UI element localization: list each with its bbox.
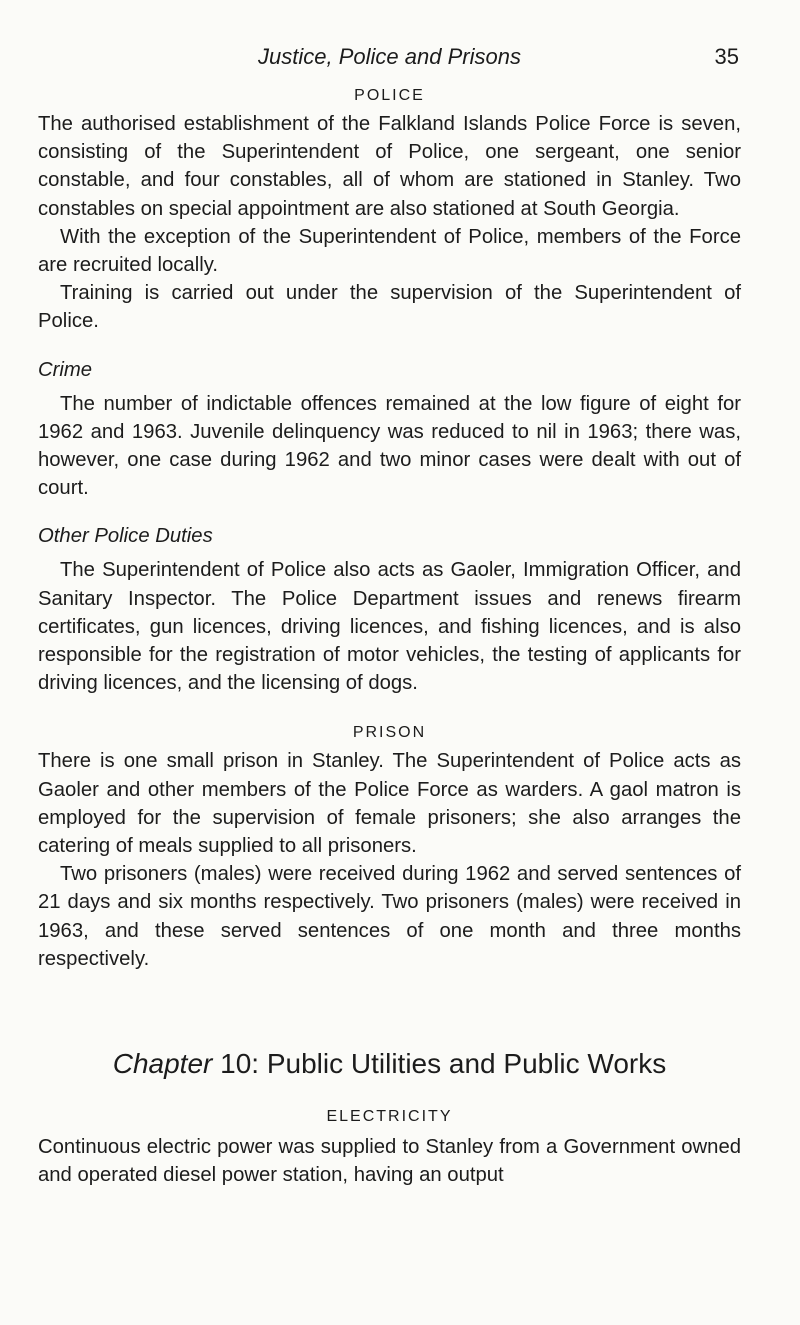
spacer [38,697,741,713]
paragraph-police-training: Training is carried out under the supervision of the Superintendent of Police. [38,282,741,333]
running-header [38,44,741,76]
paragraph-police-establishment: The authorised establishment of the Falkland Islands Police Force is seven, consisting of the Superintendent of Police, one sergeant, one senior constable, and four constables, all of whom are stationed in Stanley. Two constables on special appointment are also stationed at South Georgia. [38,113,741,220]
paragraph-crime: The number of indictable offences remained at the low figure of eight for 1962 and 1963. Juvenile delinquency was reduced to nil in 1963; there was, however, one case during 1962 and two minor cases were dealt with out of court. [38,392,741,500]
running-title: Justice, Police and Prisons [258,44,521,69]
chapter-word: Chapter [112,1048,213,1080]
paragraph-electricity: Continuous electric power was supplied to Stanley from a Government owned and operated diesel power station, having an output [38,1136,741,1187]
subheading-other-police-duties: Other Police Duties [38,525,213,548]
section-title-electricity: ELECTRICITY [326,1108,453,1126]
chapter-heading [38,1047,741,1081]
document-page [38,44,741,1189]
section-title-police: POLICE [354,87,425,104]
chapter-title: 10: Public Utilities and Public Works [220,1048,667,1080]
subheading-crime: Crime [38,358,93,381]
section-title-prison: PRISON [352,724,427,742]
paragraph-other-police-duties: The Superintendent of Police also acts as Gaoler, Immigration Officer, and Sanitary Inspector. The Police Department issues and renews firearm certificates, gun licences, driving licences, and fishing licences, and is also responsible for the registration of motor vehicles, the testing of applicants for driving licences, and the licensing of dogs. [38,559,741,695]
paragraph-police-recruitment: With the exception of the Superintendent of Police, members of the Force are recruited locally. [38,225,741,277]
paragraph-prison-description: There is one small prison in Stanley. The Superintendent of Police acts as Gaoler and other members of the Police Force as warders. A gaol matron is employed for the supervision of female prisoners; she also arranges the catering of meals supplied to all prisoners. [38,750,741,858]
paragraph-prison-prisoners: Two prisoners (males) were received during 1962 and served sentences of 21 days and six months respectively. Two prisoners (males) were received in 1963, and these served sentences of one month and three months respectively. [38,863,741,970]
page-number: 35 [714,44,739,69]
